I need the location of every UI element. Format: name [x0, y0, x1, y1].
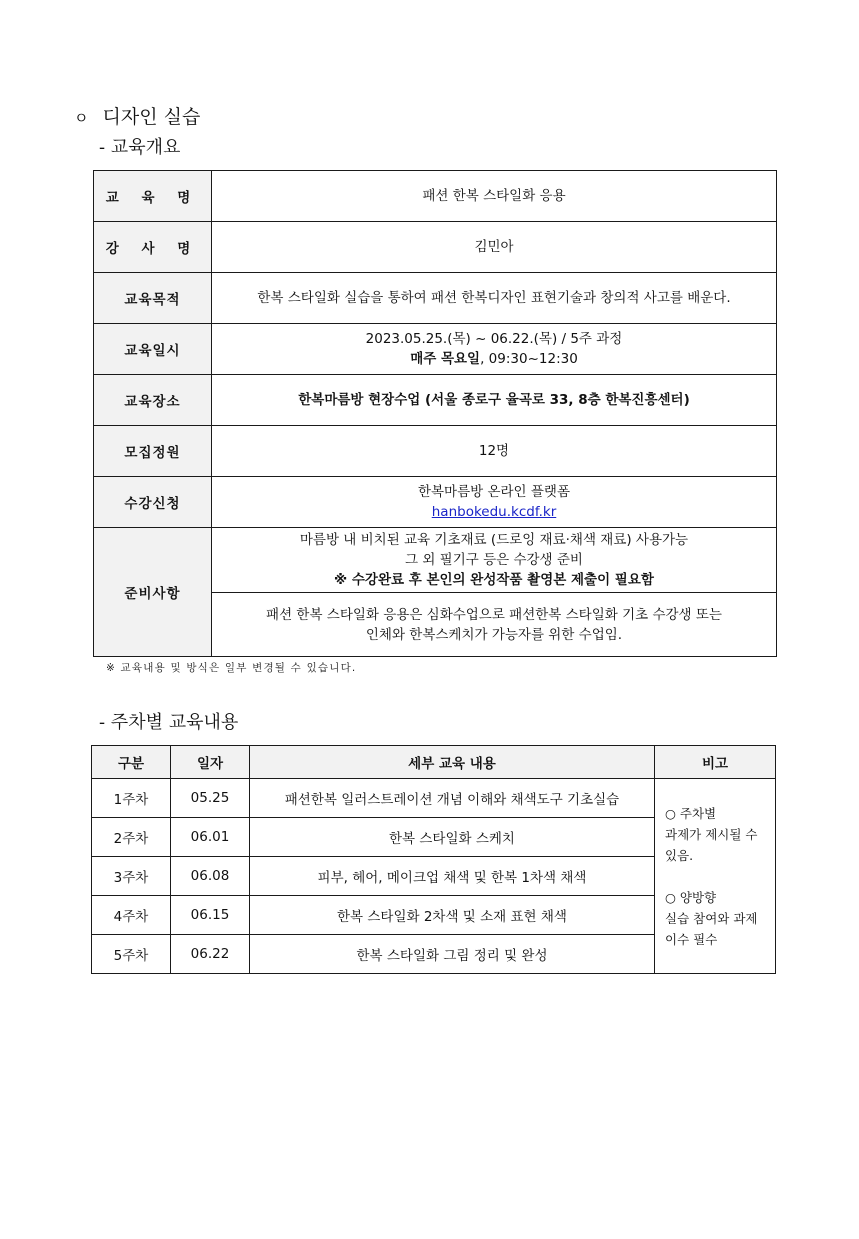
- content-cell: 패션한복 일러스트레이션 개념 이해와 채색도구 기초실습: [250, 779, 655, 818]
- prep-note-line2: 인체와 한복스케치가 가능자를 위한 수업임.: [365, 626, 623, 643]
- header-remark: 비고: [655, 746, 776, 779]
- header-week: 구분: [92, 746, 171, 779]
- date-label: 교육일시: [94, 324, 212, 375]
- instructor-value: 김민아: [212, 222, 777, 273]
- name-label: 교 육 명: [94, 171, 212, 222]
- apply-value: [212, 477, 777, 528]
- table-row: [92, 779, 776, 818]
- week-cell: 2주차: [92, 818, 171, 857]
- instructor-label: 강 사 명: [94, 222, 212, 273]
- week-cell: 1주차: [92, 779, 171, 818]
- week-cell: 3주차: [92, 857, 171, 896]
- place-value: 한복마름방 현장수업 (서울 종로구 율곡로 33, 8층 한복진흥센터): [212, 375, 777, 426]
- content-cell: 한복 스타일화 2차색 및 소재 표현 채색: [250, 896, 655, 935]
- header-content: 세부 교육 내용: [250, 746, 655, 779]
- capacity-value: 12명: [212, 426, 777, 477]
- name-value: 패션 한복 스타일화 응용: [212, 171, 777, 222]
- date-line2: 매주 목요일, 09:30~12:30: [410, 351, 578, 367]
- capacity-label: 모집정원: [94, 426, 212, 477]
- date-cell: 06.22: [171, 935, 250, 974]
- remark-line: 과제가 제시될 수: [665, 826, 758, 842]
- weekly-heading: - 주차별 교육내용: [99, 712, 239, 733]
- overview-heading: - 교육개요: [99, 137, 181, 158]
- content-cell: 한복 스타일화 스케치: [250, 818, 655, 857]
- prep-note-line1: 패션 한복 스타일화 응용은 심화수업으로 패션한복 스타일화 기초 수강생 또는: [266, 606, 722, 623]
- prep-line3: ※ 수강완료 후 본인의 완성작품 촬영본 제출이 필요함: [334, 572, 654, 588]
- content-cell: 한복 스타일화 그림 정리 및 완성: [250, 935, 655, 974]
- week-cell: 5주차: [92, 935, 171, 974]
- date-cell: 05.25: [171, 779, 250, 818]
- date-cell: 06.01: [171, 818, 250, 857]
- overview-table: [93, 170, 777, 657]
- prep-note: [212, 593, 777, 657]
- remark-line: 있음.: [665, 847, 694, 863]
- place-label: 교육장소: [94, 375, 212, 426]
- section-title: [74, 102, 200, 129]
- prep-label: 준비사항: [94, 528, 212, 657]
- content-cell: 피부, 헤어, 메이크업 채색 및 한복 1차색 채색: [250, 857, 655, 896]
- remark-cell: [655, 779, 776, 974]
- bullet-icon: ㅇ: [74, 109, 89, 127]
- apply-line1: 한복마름방 온라인 플랫폼: [417, 484, 571, 500]
- apply-link[interactable]: hanbokedu.kcdf.kr: [431, 504, 557, 520]
- date-line1: 2023.05.25.(목) ~ 06.22.(목) / 5주 과정: [365, 331, 623, 347]
- purpose-label: 교육목적: [94, 273, 212, 324]
- header-date: 일자: [171, 746, 250, 779]
- remark-line: 실습 참여와 과제: [665, 910, 758, 926]
- notice-text: ※ 교육내용 및 방식은 일부 변경될 수 있습니다.: [106, 662, 357, 674]
- section-title-text: 디자인 실습: [102, 106, 201, 128]
- apply-label: 수강신청: [94, 477, 212, 528]
- prep-line1: 마름방 내 비치된 교육 기초재료 (드로잉 재료·채색 재료) 사용가능: [299, 532, 689, 548]
- remark-line: 이수 필수: [665, 931, 718, 947]
- remark-line: ○ 양방향: [665, 889, 717, 905]
- date-cell: 06.08: [171, 857, 250, 896]
- week-cell: 4주차: [92, 896, 171, 935]
- purpose-value: 한복 스타일화 실습을 통하여 패션 한복디자인 표현기술과 창의적 사고를 배운다.: [212, 273, 777, 324]
- remark-line: ○ 주차별: [665, 805, 717, 821]
- schedule-table: [91, 745, 776, 974]
- date-cell: 06.15: [171, 896, 250, 935]
- prep-line2: 그 외 필기구 등은 수강생 준비: [405, 552, 583, 568]
- prep-value: [212, 528, 777, 593]
- date-value: [212, 324, 777, 375]
